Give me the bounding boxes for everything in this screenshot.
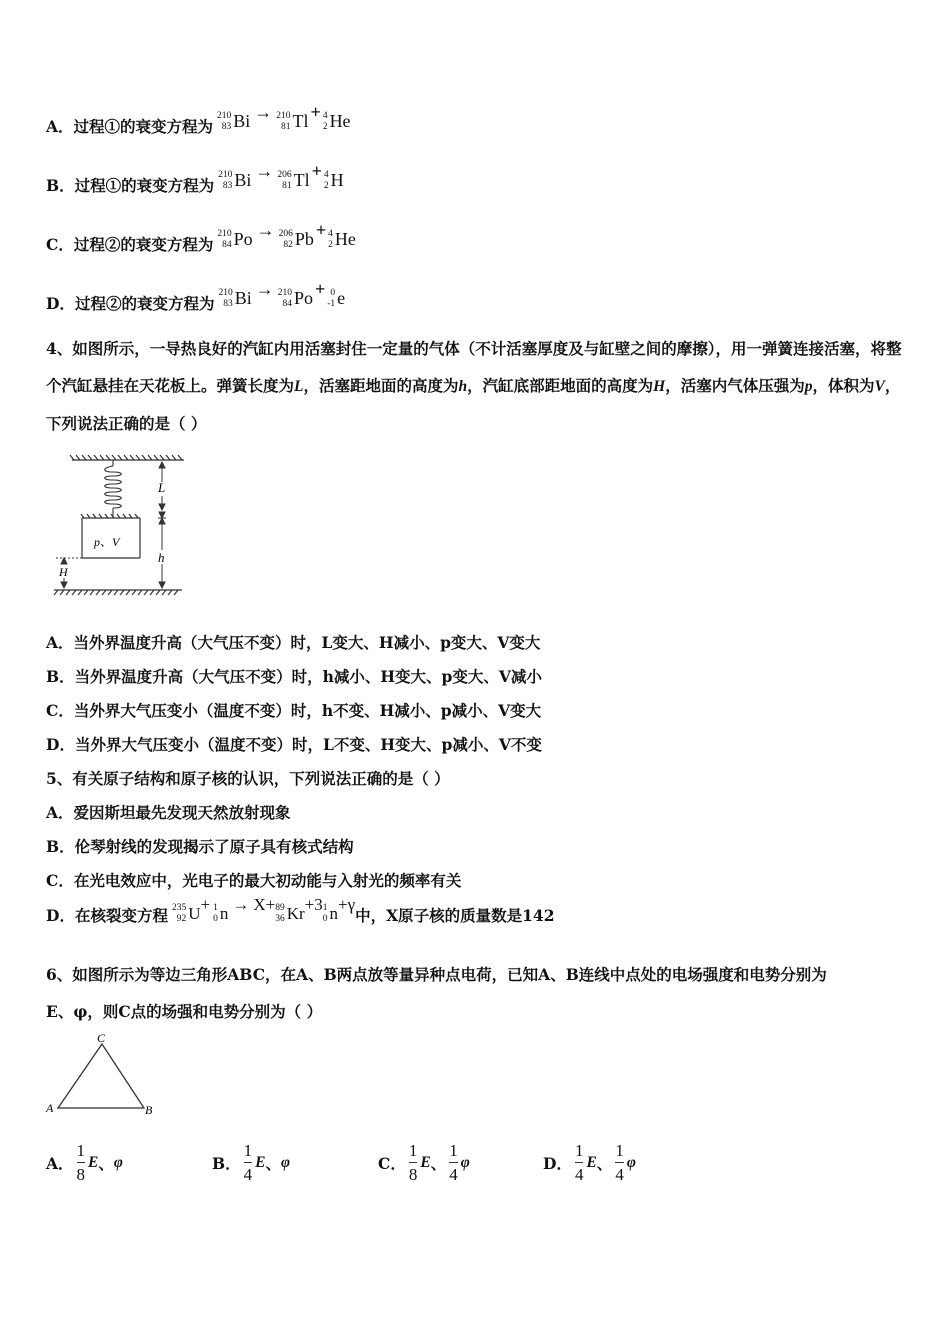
fraction: $\frac{1}{8}$ bbox=[76, 1141, 86, 1184]
vertex-B: B bbox=[145, 1103, 153, 1117]
fraction: $\frac{1}{4}$ bbox=[243, 1141, 253, 1184]
decay-equation: 210 83 Bi → 210 84 Po + 0 -1 e bbox=[218, 278, 346, 309]
q6-option-b[interactable]: B． $\frac{1}{4}$ E 、 φ bbox=[212, 1141, 291, 1184]
spring bbox=[105, 460, 122, 518]
cylinder-label: p、V bbox=[94, 535, 120, 549]
q4-option-d[interactable]: D．当外界大气压变小（温度不变）时，L不变、H变大、p减小、V不变 bbox=[46, 735, 542, 754]
q4-cylinder-figure bbox=[50, 452, 190, 602]
fission-equation: 235 92 U + 1 0 n → X+ 89 36 Kr +3 1 0 n +γ bbox=[171, 895, 356, 924]
fraction: $\frac{1}{4}$ bbox=[449, 1141, 458, 1184]
fraction: $\frac{1}{4}$ bbox=[615, 1141, 624, 1184]
q6-triangle-figure bbox=[44, 1030, 164, 1120]
ceiling bbox=[70, 455, 184, 460]
fraction: $\frac{1}{4}$ bbox=[574, 1141, 584, 1184]
q4-option-b[interactable]: B．当外界温度升高（大气压不变）时，h减小、H变大、p变大、V减小 bbox=[46, 667, 542, 686]
q5-option-c[interactable]: C．在光电效应中，光电子的最大初动能与入射光的频率有关 bbox=[46, 871, 462, 890]
q3-option-c[interactable]: C．过程②的衰变方程为 210 84 Po → 206 82 Pb + 4 2 He bbox=[46, 219, 356, 254]
q6-option-a[interactable]: A． $\frac{1}{8}$ E 、 φ bbox=[46, 1141, 123, 1184]
fraction: $\frac{1}{8}$ bbox=[408, 1141, 418, 1184]
label-h: h bbox=[158, 550, 165, 565]
decay-equation: 210 83 Bi → 206 81 Tl + 4 2 H bbox=[218, 160, 344, 191]
label-L: L bbox=[158, 480, 166, 495]
q4-option-c[interactable]: C．当外界大气压变小（温度不变）时，h不变、H减小、p减小、V变大 bbox=[46, 701, 542, 720]
decay-equation: 210 84 Po → 206 82 Pb + 4 2 He bbox=[217, 219, 356, 250]
decay-equation: 210 83 Bi → 210 81 Tl + 4 2 He bbox=[217, 101, 351, 132]
q5-option-b[interactable]: B．伦琴射线的发现揭示了原子具有核式结构 bbox=[46, 837, 354, 856]
label-H: H bbox=[59, 565, 68, 579]
q3-option-a[interactable]: A．过程①的衰变方程为 210 83 Bi → 210 81 Tl + 4 2 He bbox=[46, 101, 351, 136]
q4-option-a[interactable]: A．当外界温度升高（大气压不变）时，L变大、H减小、p变大、V变大 bbox=[46, 633, 541, 652]
q6-stem-line1: 6、如图所示为等边三角形ABC，在A、B两点放等量异种点电荷，已知A、B连线中点处的电场强度和电势分别为 bbox=[46, 965, 827, 984]
q6-option-c[interactable]: C． $\frac{1}{8}$ E 、 $\frac{1}{4}$ φ bbox=[378, 1141, 470, 1184]
q5-option-a[interactable]: A．爱因斯坦最先发现天然放射现象 bbox=[46, 803, 291, 822]
vertex-A: A bbox=[46, 1101, 54, 1115]
height-arrows bbox=[56, 462, 166, 588]
ground bbox=[54, 590, 182, 595]
q5-option-d[interactable]: D．在核裂变方程 235 92 U + 1 0 n → X+ 89 36 Kr +3 1 0 n +γ 中，X原子核的质量数是142 bbox=[46, 895, 555, 925]
q6-option-d[interactable]: D． $\frac{1}{4}$ E 、 $\frac{1}{4}$ φ bbox=[543, 1141, 636, 1184]
q3-option-d[interactable]: D．过程②的衰变方程为 210 83 Bi → 210 84 Po + 0 -1 e bbox=[46, 278, 346, 313]
q3-option-b[interactable]: B．过程①的衰变方程为 210 83 Bi → 206 81 Tl + 4 2 H bbox=[46, 160, 344, 195]
q6-stem-line2: E、φ，则C点的场强和电势分别为（ ） bbox=[46, 1002, 323, 1021]
vertex-C: C bbox=[97, 1031, 106, 1045]
q4-stem: 4、如图所示，一导热良好的汽缸内用活塞封住一定量的气体（不计活塞厚度及与缸壁之间的摩擦），用一弹簧连接活塞，将整个汽缸悬挂在天花板上。弹簧长度为L，活塞距地面的高度为h，汽缸底部距地面的高度为H，活塞内气体压强为p，体积为V，下列说法正确的是（ ） bbox=[46, 339, 902, 433]
q5-stem: 5、有关原子结构和原子核的认识，下列说法正确的是（ ） bbox=[46, 769, 450, 788]
